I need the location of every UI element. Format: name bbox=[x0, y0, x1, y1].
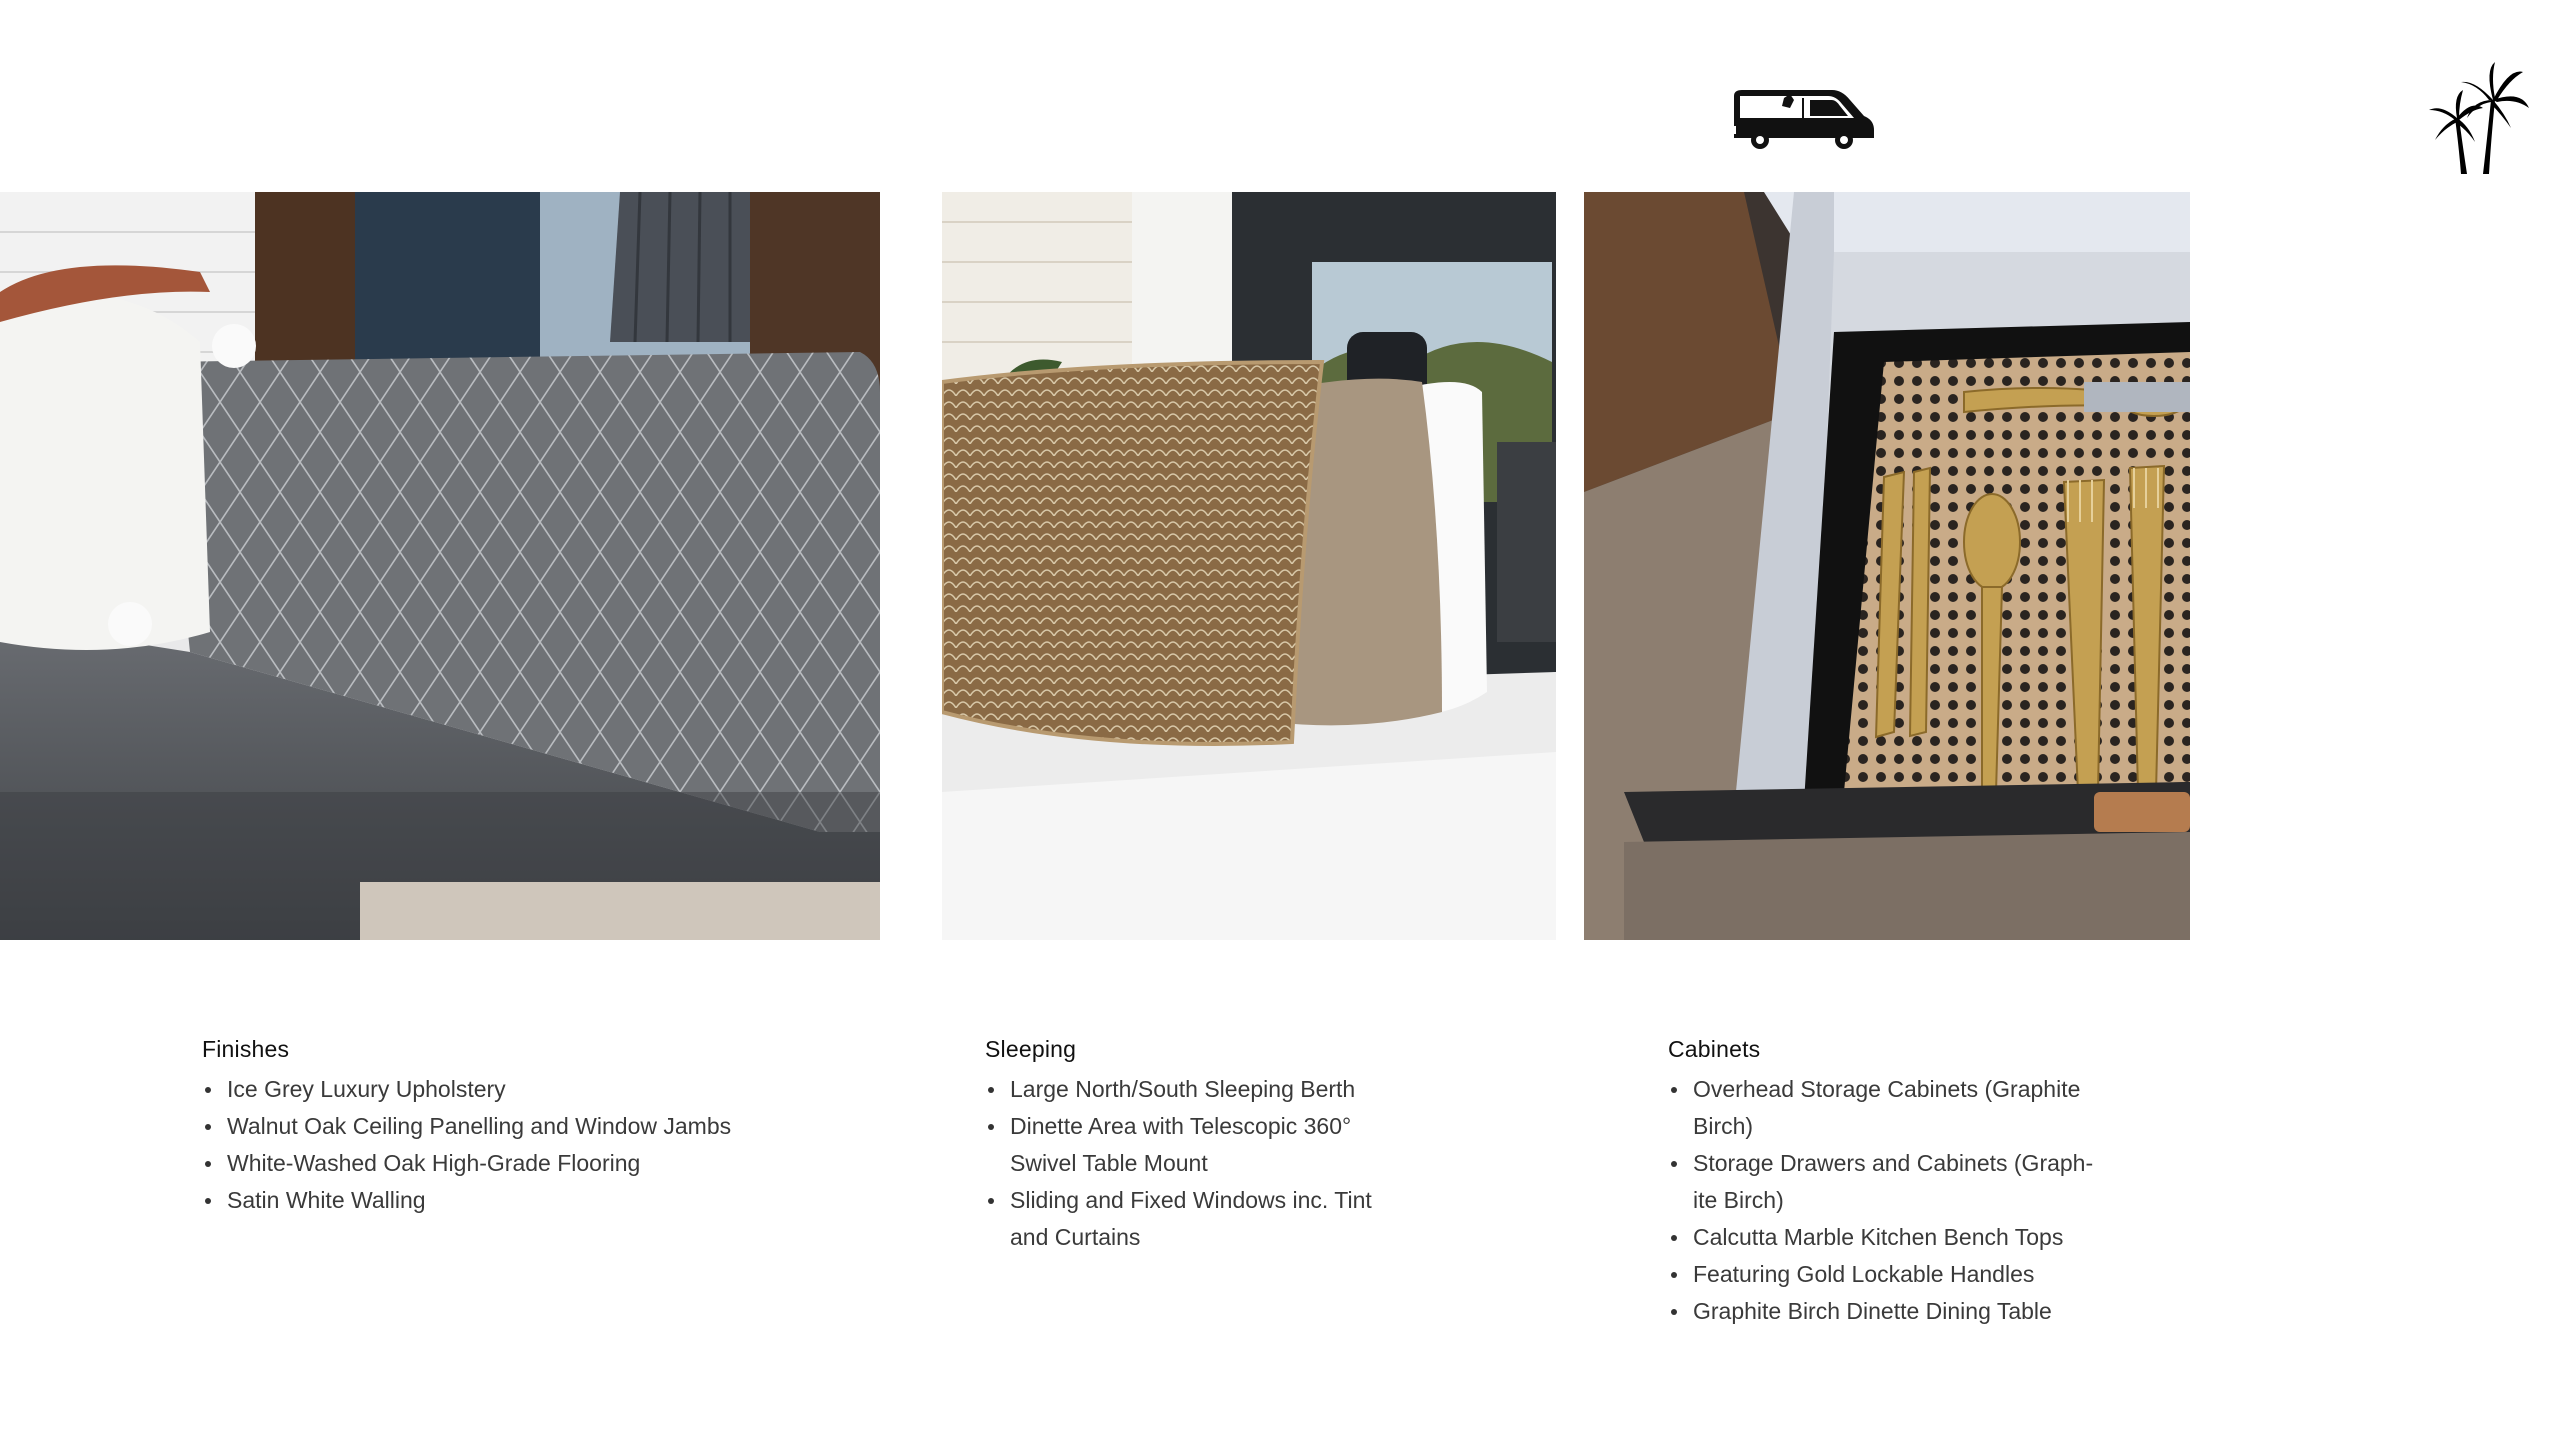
section-title: Finishes bbox=[202, 1036, 290, 1062]
section-title: Sleeping bbox=[985, 1036, 1077, 1062]
section-title: Cabinets bbox=[1668, 1036, 1761, 1062]
photo-grey-upholstery bbox=[0, 192, 880, 940]
van-icon bbox=[1728, 82, 1878, 154]
list-item: Walnut Oak Ceiling Panelling and Window Jambs bbox=[202, 1108, 822, 1145]
section-cabinets bbox=[1668, 1036, 2108, 1330]
list-item: Dinette Area with Telescopic 360° Swivel Table Mount bbox=[985, 1108, 1405, 1182]
section-finishes bbox=[202, 1036, 822, 1219]
photo-cutlery-drawer bbox=[1584, 192, 2190, 940]
feature-list bbox=[202, 1071, 822, 1219]
list-item: Ice Grey Luxury Upholstery bbox=[202, 1071, 822, 1108]
feature-list bbox=[985, 1071, 1405, 1256]
list-item: Large North/South Sleeping Berth bbox=[985, 1071, 1405, 1108]
list-item: Featuring Gold Lockable Handles bbox=[1668, 1256, 2108, 1293]
section-sleeping bbox=[985, 1036, 1405, 1256]
list-item: Graphite Birch Dinette Dining Table bbox=[1668, 1293, 2108, 1330]
photo-bed-cushions bbox=[942, 192, 1556, 940]
list-item: Sliding and Fixed Windows inc. Tint and Curtains bbox=[985, 1182, 1405, 1256]
list-item: Satin White Walling bbox=[202, 1182, 822, 1219]
list-item: Overhead Storage Cabinets (Graphite Birch) bbox=[1668, 1071, 2108, 1145]
list-item: Calcutta Marble Kitchen Bench Tops bbox=[1668, 1219, 2108, 1256]
list-item: Storage Drawers and Cabinets (Graph-ite Birch) bbox=[1668, 1145, 2108, 1219]
palm-trees-icon bbox=[2425, 60, 2535, 180]
list-item: White-Washed Oak High-Grade Flooring bbox=[202, 1145, 822, 1182]
feature-list bbox=[1668, 1071, 2108, 1330]
